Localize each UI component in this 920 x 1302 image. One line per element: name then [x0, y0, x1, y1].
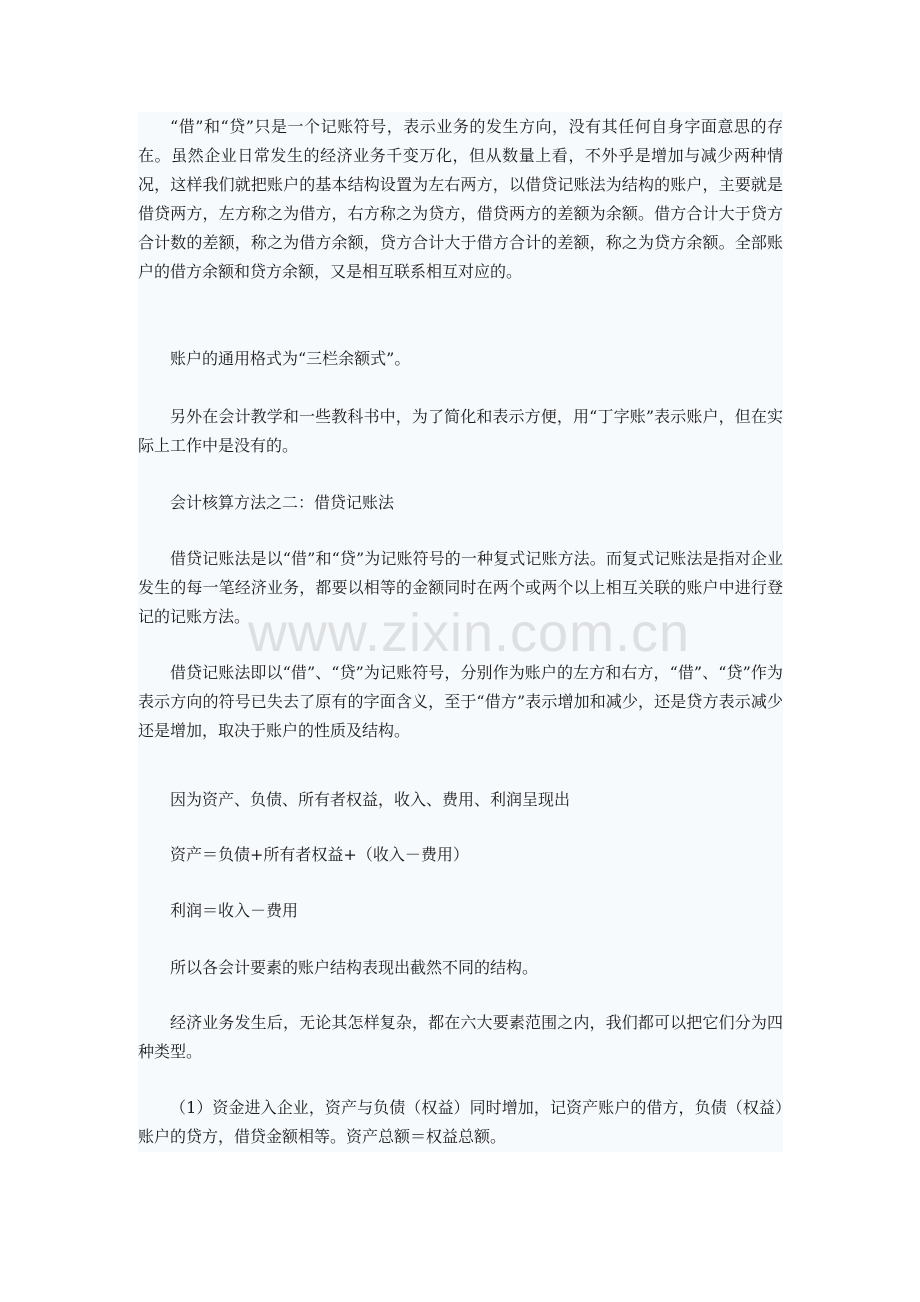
- paragraph-4: 会计核算方法之二：借贷记账法: [170, 493, 395, 512]
- paragraph-6: 借贷记账法即以“借”、“贷”为记账符号，分别作为账户的左方和右方，“借”、“贷”作为表示方向的符号已失去了原有的字面含义，至于“借方”表示增加和减少，还是贷方表示减少还是增加，取决于账户的性质及结构。: [138, 663, 783, 740]
- paragraph-10: 所以各会计要素的账户结构表现出截然不同的结构。: [170, 958, 539, 977]
- paragraph-7: 因为资产、负债、所有者权益，收入、费用、利润呈现出: [170, 790, 571, 809]
- paragraph-12: （1）资金进入企业，资产与负债（权益）同时增加，记资产账户的借方，负债（权益）账户的贷方，借贷金额相等。资产总额＝权益总额。: [138, 1098, 783, 1146]
- paragraph-8: 资产＝负债+所有者权益+（收入－费用）: [170, 845, 469, 864]
- paragraph-2: 账户的通用格式为“三栏余额式”。: [170, 349, 411, 368]
- paragraph-9: 利润＝收入－费用: [170, 901, 299, 920]
- paragraph-11: 经济业务发生后，无论其怎样复杂，都在六大要素范围之内，我们都可以把它们分为四种类型。: [138, 1013, 783, 1061]
- paragraph-5: 借贷记账法是以“借”和“贷”为记账符号的一种复式记账方法。而复式记账法是指对企业发生的每一笔经济业务，都要以相等的金额同时在两个或两个以上相互关联的账户中进行登记的记账方法。: [138, 549, 783, 626]
- watermark: www.zixin.com.cn: [248, 603, 691, 663]
- paragraph-3: 另外在会计教学和一些教科书中，为了简化和表示方便，用“丁字账”表示账户，但在实际上工作中是没有的。: [138, 407, 783, 455]
- paragraph-1: “借”和“贷”只是一个记账符号，表示业务的发生方向，没有其任何自身字面意思的存在。虽然企业日常发生的经济业务千变万化，但从数量上看，不外乎是增加与减少两种情况，这样我们就把账户的基本结构设置为左右两方，以借贷记账法为结构的账户，主要就是借贷两方，左方称之为借方，右方称之为贷方，借贷两方的差额为余额。借方合计大于贷方合计数的差额，称之为借方余额，贷方合计大于借方合计的差额，称之为贷方余额。全部账户的借方余额和贷方余额，又是相互联系相互对应的。: [138, 117, 783, 281]
